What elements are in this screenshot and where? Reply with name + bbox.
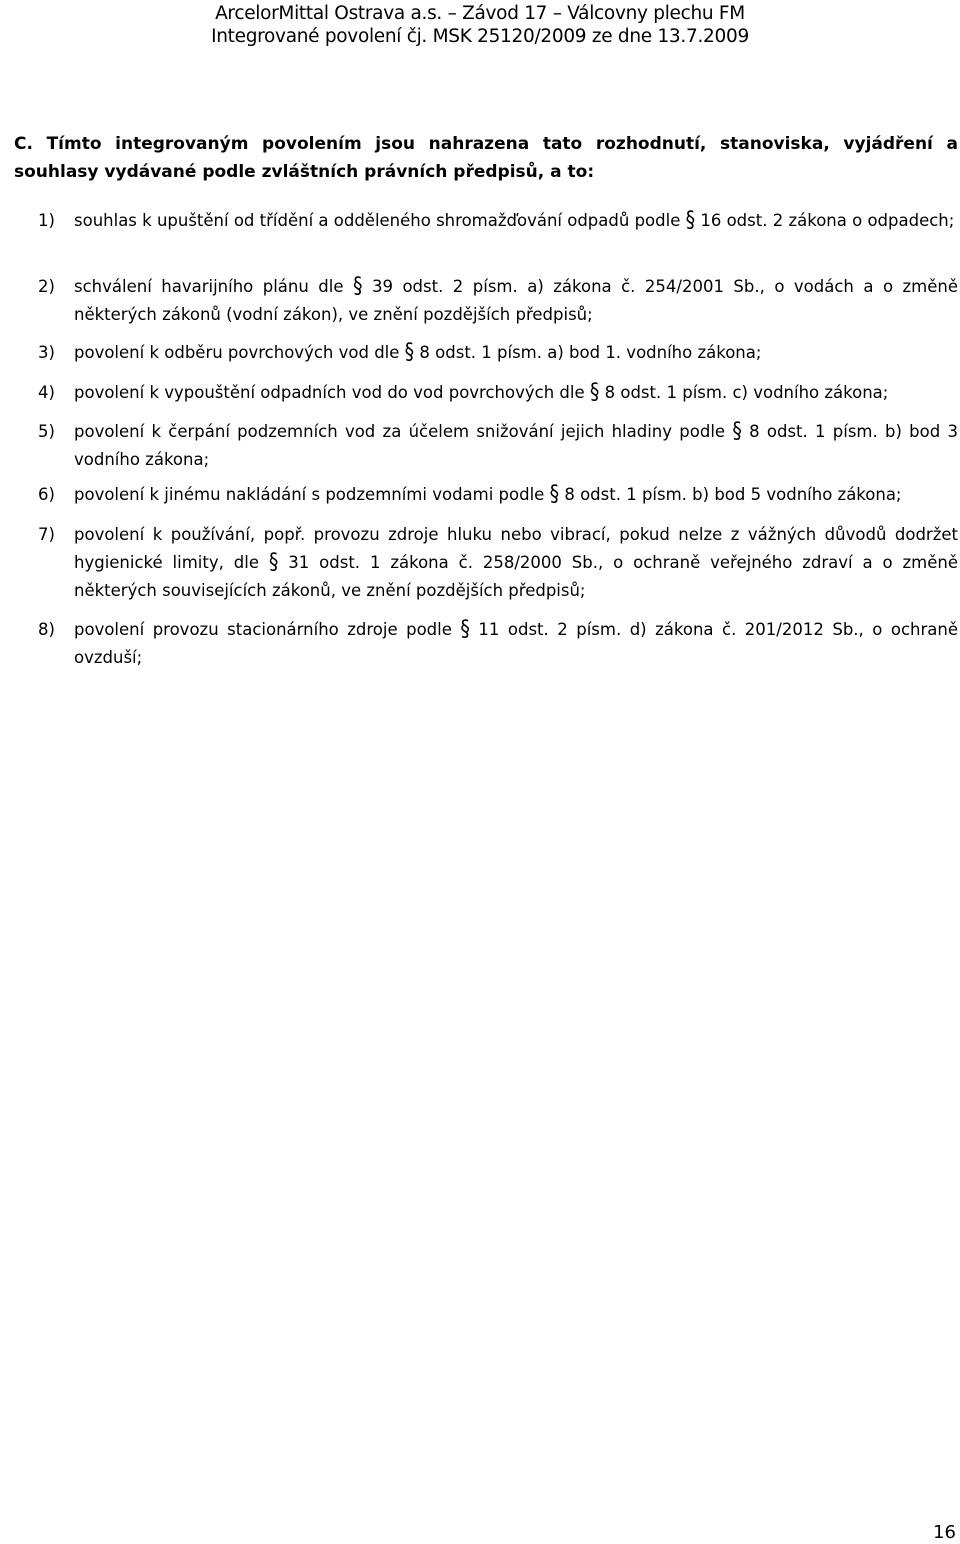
item-text: povolení k jinému nakládání s podzemními vodami podle § 8 odst. 1 písm. b) bod 5 vodního zákona; xyxy=(74,481,902,507)
item-text: povolení k vypouštění odpadních vod do vod povrchových dle § 8 odst. 1 písm. c) vodního zákona; xyxy=(74,379,889,405)
item-number: 5) xyxy=(38,422,55,441)
item-text: povolení provozu stacionárního zdroje podle § 11 odst. 2 písm. d) zákona č. 201/2012 Sb., o ochraně ovzduší; xyxy=(74,616,958,667)
item-text: povolení k čerpání podzemních vod za účelem snižování jejich hladiny podle § 8 odst. 1 písm. b) bod 3 vodního zákona; xyxy=(74,418,958,469)
item-text: schválení havarijního plánu dle § 39 odst. 2 písm. a) zákona č. 254/2001 Sb., o vodách a o změně některých zákonů (vodní zákon), ve znění pozdějších předpisů; xyxy=(74,273,959,324)
section-sign: § xyxy=(685,207,696,233)
item-text: povolení k používání, popř. provozu zdroje hluku nebo vibrací, pokud nelze z vážných důvodů dodržet hygienické limity, dle § 31 odst. 1 zákona č. 258/2000 Sb., o ochraně veřejného zdraví a o změně některých souvisejících zákonů, ve znění pozdějších předpisů; xyxy=(74,525,959,600)
item-number: 6) xyxy=(38,485,55,504)
header-company-line: ArcelorMittal Ostrava a.s. – Závod 17 – Válcovny plechu FM xyxy=(215,3,745,24)
section-sign: § xyxy=(404,339,415,365)
list-item xyxy=(38,273,958,329)
item-text: povolení k odběru povrchových vod dle § 8 odst. 1 písm. a) bod 1. vodního zákona; xyxy=(74,339,762,365)
item-number: 2) xyxy=(38,277,55,296)
item-text: souhlas k upuštění od třídění a odděleného shromažďování odpadů podle § 16 odst. 2 zákona o odpadech; xyxy=(74,207,955,233)
section-heading: C. Tímto integrovaným povolením jsou nahrazena tato rozhodnutí, stanoviska, vyjádření a souhlasy vydávané podle zvláštních právních předpisů, a to: xyxy=(14,134,958,182)
section-sign: § xyxy=(589,379,600,405)
list-item xyxy=(38,418,958,474)
header-permit-line: Integrované povolení čj. MSK 25120/2009 ze dne 13.7.2009 xyxy=(211,26,749,47)
section-sign: § xyxy=(732,418,742,444)
section-sign: § xyxy=(268,549,279,575)
item-number: 3) xyxy=(38,343,55,362)
item-number: 8) xyxy=(38,620,55,639)
list-item xyxy=(38,481,958,509)
list-item xyxy=(38,616,958,672)
list-item xyxy=(38,207,958,235)
page-number: 16 xyxy=(933,1522,956,1543)
item-number: 7) xyxy=(38,525,55,544)
item-number: 1) xyxy=(38,211,55,230)
list-item xyxy=(38,379,958,407)
page-header xyxy=(200,2,760,48)
list-item xyxy=(38,339,958,367)
section-sign: § xyxy=(549,481,560,507)
item-number: 4) xyxy=(38,383,55,402)
section-sign: § xyxy=(460,616,470,642)
section-sign: § xyxy=(352,273,363,299)
list-item xyxy=(38,521,958,605)
